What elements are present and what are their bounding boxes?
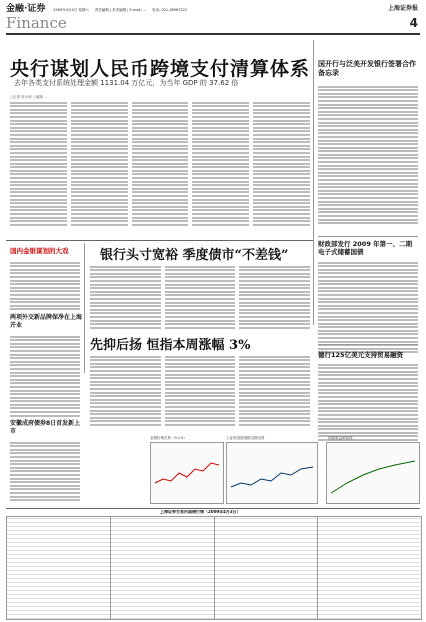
chart-1-title: 金银价格走势（9.1.9） <box>150 436 187 440</box>
table-rule <box>6 508 420 509</box>
chart-1-svg <box>151 443 223 503</box>
left-article-1-body <box>10 260 80 312</box>
left-article-2-body <box>10 334 80 418</box>
lead-body <box>10 100 310 235</box>
left-article-3-title: 安徽成府债券8日首发新上市 <box>10 420 81 435</box>
lead-col-1 <box>10 100 67 235</box>
table-col-2 <box>111 517 215 619</box>
left-article-1-title: 国内金银谋划的大戏 <box>10 247 69 255</box>
finance-label: Finance <box>6 14 67 32</box>
right-article-2-body <box>318 260 418 355</box>
section-name: 金融·证券 <box>6 4 46 14</box>
table-title: 上海证券交易所国债行情（2009年4月3日） <box>160 510 241 514</box>
left-article-2-title: 两项外交新品牌保净在上海开业 <box>10 314 83 329</box>
chart-1-line <box>155 463 219 483</box>
chart-2-line <box>231 467 313 487</box>
table-columns <box>7 517 421 619</box>
middle-article-2-body <box>90 354 310 434</box>
bond-quote-table <box>6 516 422 620</box>
section-rule-mid <box>6 240 313 241</box>
right-article-1-body <box>318 84 418 226</box>
lead-byline: ○记者 郭小涛 ○编辑 ... <box>10 95 48 99</box>
right-article-3-title: 德行125亿美元支持贸易融资 <box>318 351 404 359</box>
brand-name: 上海证券报 <box>387 5 418 12</box>
right-column-divider <box>313 40 314 325</box>
left-article-3-body <box>10 440 80 503</box>
middle-article-1-body <box>90 264 310 334</box>
middle-headline-1: 银行头寸宽裕 季度债市“不差钱” <box>100 248 289 263</box>
chart-2-title: 上证所国债指数近期走势 <box>226 436 265 440</box>
header-date: 2009年4月4日 星期六 <box>53 8 89 12</box>
chart-3 <box>326 442 420 504</box>
right-article-3-body <box>318 362 418 443</box>
chart-3-line <box>331 461 415 493</box>
header-rule <box>6 33 420 35</box>
chart-2 <box>226 442 318 504</box>
chart-1 <box>150 442 224 504</box>
lead-headline: 央行谋划人民币跨境支付清算体系 <box>10 58 311 80</box>
lead-col-5 <box>253 100 310 235</box>
page-header <box>6 4 420 14</box>
right-separator-2 <box>318 344 418 345</box>
chart-2-svg <box>227 443 317 503</box>
table-col-3 <box>215 517 319 619</box>
chart-3-title: 国债收益率曲线 <box>328 436 353 440</box>
chart-3-svg <box>327 443 419 503</box>
page-number: 4 <box>409 16 418 30</box>
table-col-1 <box>7 517 111 619</box>
lead-subhead: 去年各类支付系统处理金额 1131.04 万亿元，为当年 GDP 的 37.62 倍 <box>14 79 239 87</box>
right-article-1-title: 国开行与泛美开发银行签署合作备忘录 <box>318 60 416 77</box>
middle-headline-2: 先抑后扬 恒指本周涨幅 3% <box>90 338 251 353</box>
right-article-2-title: 财政部发行 2009 年第一、二期电子式储蓄国债 <box>318 240 413 256</box>
right-separator-1 <box>318 236 418 237</box>
lead-col-2 <box>71 100 128 235</box>
left-column-divider <box>84 243 85 373</box>
lead-col-3 <box>132 100 189 235</box>
header-tel: 电话: 021-38967521 <box>152 8 188 12</box>
header-editor: 责任编辑 | 美术编辑 | E-mail: ... <box>94 8 147 12</box>
lead-col-4 <box>192 100 249 235</box>
table-col-4 <box>318 517 421 619</box>
